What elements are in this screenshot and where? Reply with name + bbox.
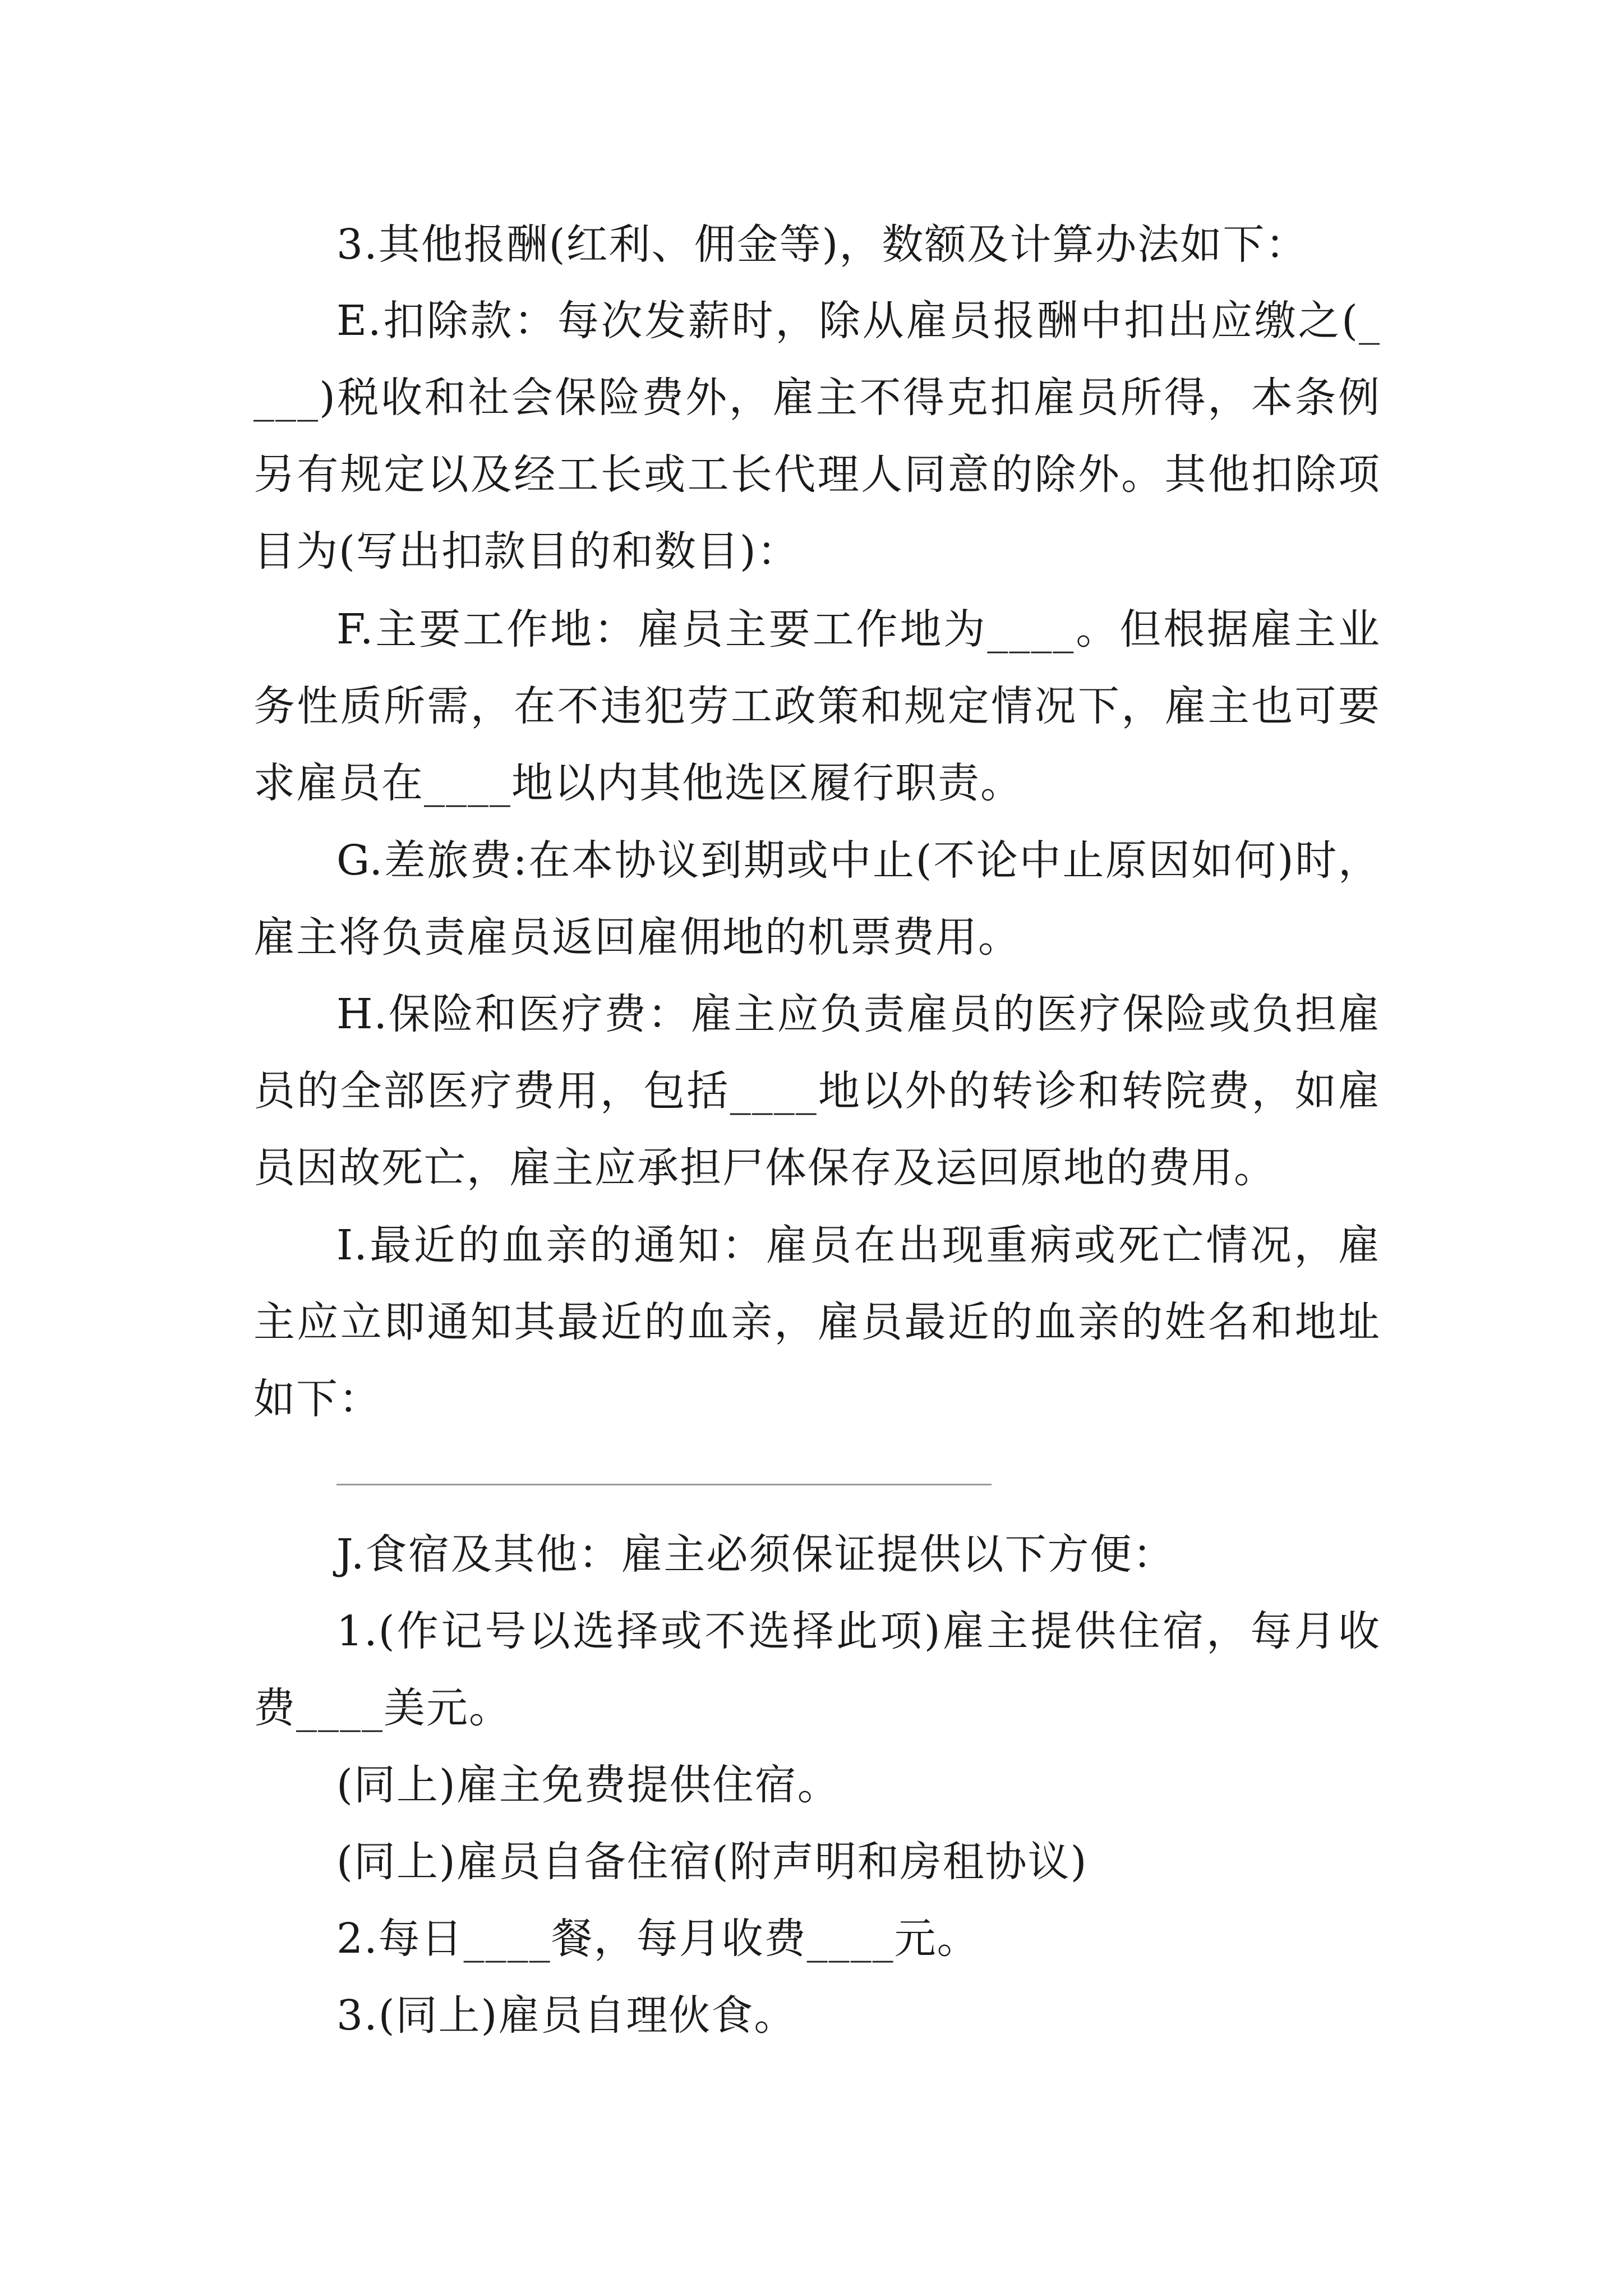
paragraph-self-housing: (同上)雇员自备住宿(附声明和房租协议) xyxy=(336,1838,1088,1886)
paragraph-main-workplace: F.主要工作地：雇员主要工作地为____。但根据雇主业务性质所需，在不违犯劳工政策和规定情况下，雇主也可要求雇员在____地以内其他选区履行职责。 xyxy=(253,605,1381,807)
paragraph-free-housing: (同上)雇主免费提供住宿。 xyxy=(336,1761,840,1809)
paragraph-meals: 2.每日____餐，每月收费____元。 xyxy=(336,1915,980,1963)
paragraph-other-remuneration: 3.其他报酬(红利、佣金等)，数额及计算办法如下： xyxy=(336,220,1308,269)
paragraph-next-of-kin: I.最近的血亲的通知：雇员在出现重病或死亡情况，雇主应立即通知其最近的血亲，雇员最近的血亲的姓名和地址如下： xyxy=(253,1221,1381,1423)
paragraph-travel-expenses: G.差旅费:在本协议到期或中止(不论中止原因如何)时，雇主将负责雇员返回雇佣地的机票费用。 xyxy=(253,836,1381,961)
paragraph-housing-fee: 1.(作记号以选择或不选择此项)雇主提供住宿，每月收费____美元。 xyxy=(253,1607,1381,1732)
paragraph-insurance-medical: H.保险和医疗费：雇主应负责雇员的医疗保险或负担雇员的全部医疗费用，包括____地以外的转诊和转院费，如雇员因故死亡，雇主应承担尸体保存及运回原地的费用。 xyxy=(253,990,1381,1192)
paragraph-board-lodging: J.食宿及其他：雇主必须保证提供以下方便： xyxy=(336,1530,1175,1579)
paragraph-deductions: E.扣除款：每次发薪时，除从雇员报酬中扣出应缴之(____)税收和社会保险费外，雇主不得克扣雇员所得，本条例另有规定以及经工长或工长代理人同意的除外。其他扣除项目为(写出扣款目的和数目)： xyxy=(253,297,1381,576)
paragraph-self-meals: 3.(同上)雇员自理伙食。 xyxy=(336,1991,797,2040)
next-of-kin-blank-line xyxy=(336,1484,992,1485)
